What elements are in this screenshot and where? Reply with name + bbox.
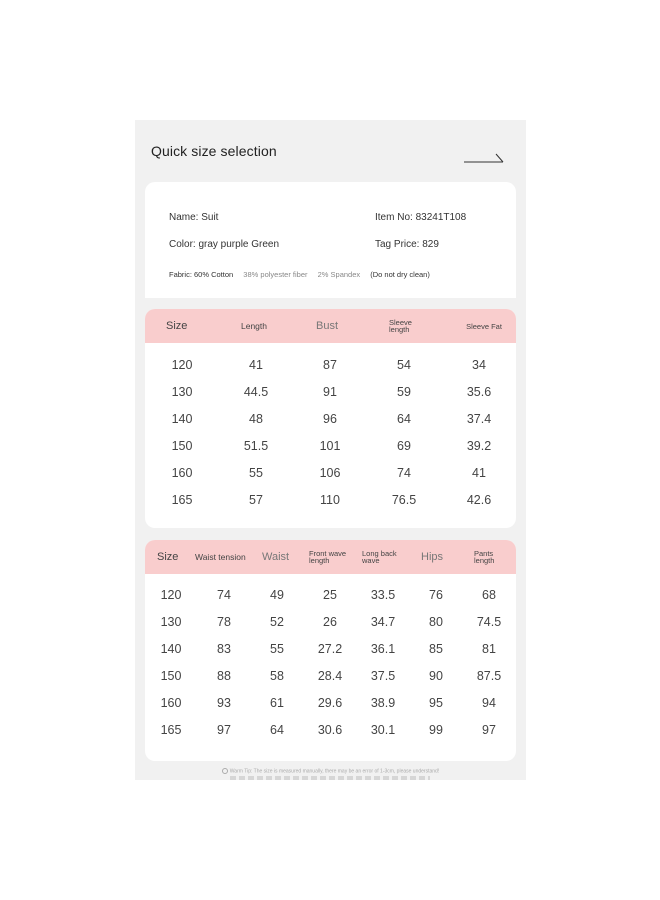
top-table-header xyxy=(145,309,516,343)
table-cell: 95 xyxy=(429,696,443,710)
table-row xyxy=(145,352,516,379)
table-cell: 83 xyxy=(217,642,231,656)
header-size: Size xyxy=(157,551,179,563)
table-cell: 91 xyxy=(323,385,337,399)
table-cell: 41 xyxy=(472,466,486,480)
page-title: Quick size selection xyxy=(151,143,277,159)
table-cell: 80 xyxy=(429,615,443,629)
header-sleeve-length: Sleeve length xyxy=(389,318,412,334)
table-cell: 26 xyxy=(323,615,337,629)
bottom-table-header xyxy=(145,540,516,574)
table-cell: 78 xyxy=(217,615,231,629)
table-cell: 55 xyxy=(270,642,284,656)
table-cell: 81 xyxy=(482,642,496,656)
tag-price: Tag Price: 829 xyxy=(375,239,439,250)
product-info-card xyxy=(145,182,516,298)
arrow-right-icon[interactable] xyxy=(463,149,507,165)
header-pants-length: Pants length xyxy=(474,549,495,565)
table-cell: 64 xyxy=(270,723,284,737)
table-row xyxy=(145,433,516,460)
table-cell: 52 xyxy=(270,615,284,629)
table-cell: 69 xyxy=(397,439,411,453)
table-row xyxy=(145,460,516,487)
table-cell: 90 xyxy=(429,669,443,683)
fabric-composition xyxy=(169,270,438,279)
table-cell: 101 xyxy=(319,439,341,453)
table-cell: 140 xyxy=(160,642,182,656)
product-name: Name: Suit xyxy=(169,212,219,223)
table-cell: 36.1 xyxy=(370,642,396,656)
table-row xyxy=(145,690,516,717)
table-row xyxy=(145,717,516,744)
table-cell: 54 xyxy=(397,358,411,372)
header-waist: Waist xyxy=(262,551,290,563)
fabric-polyester: 38% polyester fiber xyxy=(243,270,308,279)
table-cell: 76.5 xyxy=(391,493,417,507)
table-cell: 41 xyxy=(249,358,263,372)
header-length: Length xyxy=(241,321,267,331)
bottom-size-table xyxy=(145,540,516,761)
table-cell: 87.5 xyxy=(476,669,502,683)
table-cell: 51.5 xyxy=(243,439,269,453)
header-hips: Hips xyxy=(421,551,444,563)
table-cell: 165 xyxy=(171,493,193,507)
table-cell: 97 xyxy=(482,723,496,737)
table-cell: 37.4 xyxy=(466,412,492,426)
table-cell: 74 xyxy=(217,588,231,602)
table-cell: 150 xyxy=(171,439,193,453)
table-cell: 88 xyxy=(217,669,231,683)
table-cell: 29.6 xyxy=(317,696,343,710)
table-cell: 160 xyxy=(160,696,182,710)
table-row xyxy=(145,663,516,690)
table-cell: 38.9 xyxy=(370,696,396,710)
table-cell: 25 xyxy=(323,588,337,602)
table-cell: 58 xyxy=(270,669,284,683)
table-cell: 96 xyxy=(323,412,337,426)
table-cell: 120 xyxy=(160,588,182,602)
table-row xyxy=(145,636,516,663)
table-cell: 55 xyxy=(249,466,263,480)
table-cell: 74 xyxy=(397,466,411,480)
table-cell: 97 xyxy=(217,723,231,737)
table-cell: 140 xyxy=(171,412,193,426)
size-guide-panel xyxy=(135,120,526,780)
bottom-table-body xyxy=(145,574,516,744)
table-cell: 165 xyxy=(160,723,182,737)
table-cell: 94 xyxy=(482,696,496,710)
table-cell: 30.6 xyxy=(317,723,343,737)
table-cell: 85 xyxy=(429,642,443,656)
table-cell: 120 xyxy=(171,358,193,372)
product-color: Color: gray purple Green xyxy=(169,239,280,250)
table-cell: 61 xyxy=(270,696,284,710)
header-waist-tension: Waist tension xyxy=(195,552,246,562)
header-bust: Bust xyxy=(316,320,339,332)
top-size-table xyxy=(145,309,516,528)
table-cell: 87 xyxy=(323,358,337,372)
fabric-cotton: Fabric: 60% Cotton xyxy=(169,270,234,279)
table-cell: 37.5 xyxy=(370,669,396,683)
table-cell: 48 xyxy=(249,412,263,426)
table-cell: 42.6 xyxy=(466,493,492,507)
care-instruction: (Do not dry clean) xyxy=(370,270,430,279)
table-row xyxy=(145,406,516,433)
table-row xyxy=(145,582,516,609)
fabric-spandex: 2% Spandex xyxy=(317,270,361,279)
header-size: Size xyxy=(166,320,188,332)
top-table-body xyxy=(145,343,516,514)
table-cell: 34.7 xyxy=(370,615,396,629)
table-cell: 33.5 xyxy=(370,588,396,602)
table-cell: 64 xyxy=(397,412,411,426)
table-row xyxy=(145,487,516,514)
header-long-back-wave: Long back wave xyxy=(362,549,397,565)
table-cell: 39.2 xyxy=(466,439,492,453)
table-cell: 130 xyxy=(160,615,182,629)
table-cell: 93 xyxy=(217,696,231,710)
table-cell: 27.2 xyxy=(317,642,343,656)
table-cell: 68 xyxy=(482,588,496,602)
table-cell: 35.6 xyxy=(466,385,492,399)
item-number: Item No: 83241T108 xyxy=(375,212,467,223)
table-cell: 130 xyxy=(171,385,193,399)
table-cell: 34 xyxy=(472,358,486,372)
table-row xyxy=(145,609,516,636)
header-sleeve-fat: Sleeve Fat xyxy=(466,321,502,331)
blurred-footer-text xyxy=(230,776,430,780)
table-cell: 57 xyxy=(249,493,263,507)
table-cell: 110 xyxy=(320,493,340,507)
table-cell: 106 xyxy=(319,466,341,480)
table-cell: 99 xyxy=(429,723,443,737)
warm-tip-text: Warm Tip: The size is measured manually, there may be an error of 1-3cm, please understand! xyxy=(229,768,440,775)
table-cell: 49 xyxy=(270,588,284,602)
smile-icon xyxy=(222,768,228,774)
warm-tip-note xyxy=(135,768,526,774)
table-row xyxy=(145,379,516,406)
table-cell: 74.5 xyxy=(476,615,502,629)
table-cell: 76 xyxy=(429,588,443,602)
table-cell: 44.5 xyxy=(243,385,269,399)
table-cell: 150 xyxy=(160,669,182,683)
header-front-wave-length: Front wave length xyxy=(309,549,347,565)
table-cell: 30.1 xyxy=(370,723,396,737)
table-cell: 59 xyxy=(397,385,411,399)
table-cell: 160 xyxy=(171,466,193,480)
table-cell: 28.4 xyxy=(317,669,343,683)
